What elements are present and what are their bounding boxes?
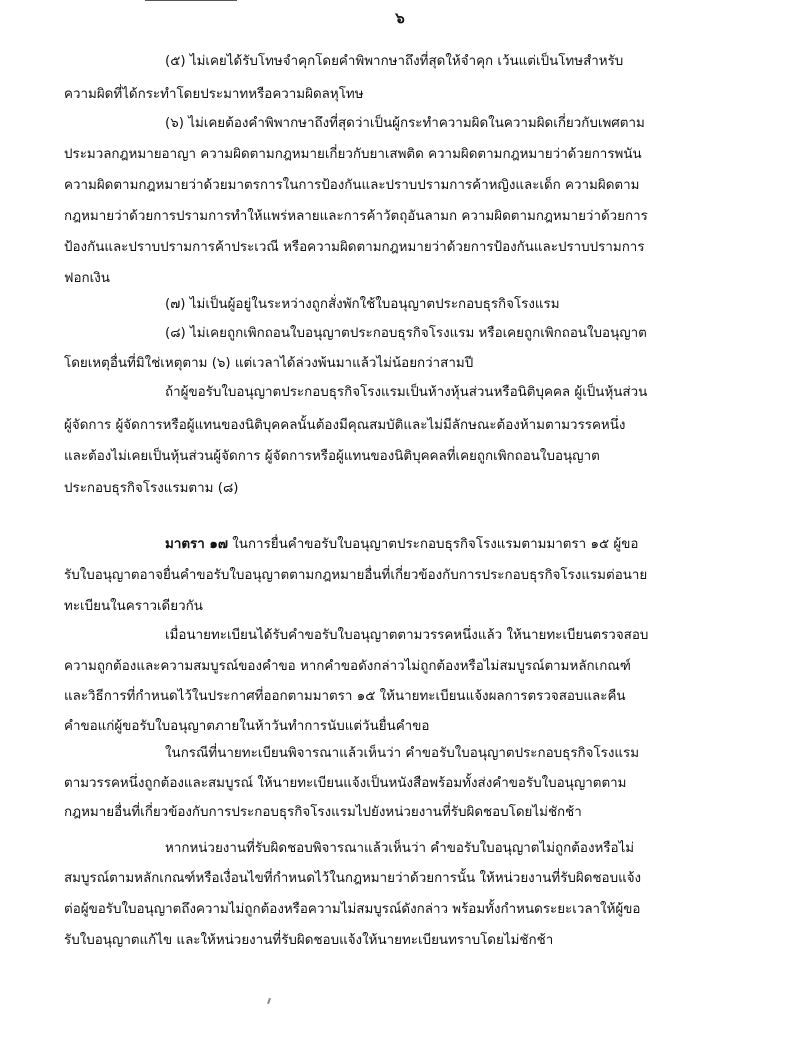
- paragraph-line: หากหน่วยงานที่รับผิดชอบพิจารณาแล้วเห็นว่า คำขอรับใบอนุญาตไม่ถูกต้องหรือไม่: [165, 841, 635, 856]
- paragraph-line: เมื่อนายทะเบียนได้รับคำขอรับใบอนุญาตตามวรรคหนึ่งแล้ว ให้นายทะเบียนตรวจสอบ: [165, 628, 649, 643]
- paragraph-line: รับใบอนุญาตอาจยื่นคำขอรับใบอนุญาตตามกฎหมายอื่นที่เกี่ยวข้องกับการประกอบธุรกิจโรงแรมต่อนาย: [64, 568, 648, 583]
- section-heading-text: ในการยื่นคำขอรับใบอนุญาตประกอบธุรกิจโรงแรมตามมาตรา ๑๕ ผู้ขอ: [232, 537, 639, 552]
- paragraph-line: ความผิดที่ได้กระทำโดยประมาทหรือความผิดลหุโทษ: [64, 87, 364, 102]
- paragraph-line: (๘) ไม่เคยถูกเพิกถอนใบอนุญาตประกอบธุรกิจโรงแรม หรือเคยถูกเพิกถอนใบอนุญาต: [165, 326, 647, 341]
- paragraph-line: กฎหมายว่าด้วยการปรามการทำให้แพร่หลายและการค้าวัตถุอันลามก ความผิดตามกฎหมายว่าด้วยการ: [64, 209, 648, 224]
- paragraph-line: ถ้าผู้ขอรับใบอนุญาตประกอบธุรกิจโรงแรมเป็นห้างหุ้นส่วนหรือนิติบุคคล ผู้เป็นหุ้นส่วน: [165, 385, 648, 400]
- paragraph-line: และต้องไม่เคยเป็นหุ้นส่วนผู้จัดการ ผู้จัดการหรือผู้แทนของนิติบุคคลที่เคยถูกเพิกถอนใบอนุญาต: [64, 449, 600, 464]
- paragraph-line: ความถูกต้องและความสมบูรณ์ของคำขอ หากคำขอดังกล่าวไม่ถูกต้องหรือไม่สมบูรณ์ตามหลักเกณฑ์: [64, 659, 631, 674]
- paragraph-line: ความผิดตามกฎหมายว่าด้วยมาตรการในการป้องกันและปราบปรามการค้าหญิงและเด็ก ความผิดตาม: [64, 178, 640, 193]
- paragraph-line: ในกรณีที่นายทะเบียนพิจารณาแล้วเห็นว่า คำขอรับใบอนุญาตประกอบธุรกิจโรงแรม: [165, 746, 640, 761]
- paragraph-line: ต่อผู้ขอรับใบอนุญาตถึงความไม่ถูกต้องหรือความไม่สมบูรณ์ดังกล่าว พร้อมทั้งกำหนดระยะเวลาให้ผู้ขอ: [64, 902, 641, 917]
- paragraph-line: และวิธีการที่กำหนดไว้ในประกาศที่ออกตามมาตรา ๑๕ ให้นายทะเบียนแจ้งผลการตรวจสอบและคืน: [64, 689, 626, 704]
- scan-speck: [267, 998, 271, 1004]
- paragraph-line: สมบูรณ์ตามหลักเกณฑ์หรือเงื่อนไขที่กำหนดไว้ในกฎหมายว่าด้วยการนั้น ให้หน่วยงานที่รับผิดชอบแจ้ง: [64, 871, 642, 886]
- page-number: ๖: [395, 9, 405, 27]
- paragraph-line: โดยเหตุอื่นที่มิใช่เหตุตาม (๖) แต่เวลาได้ล่วงพ้นมาแล้วไม่น้อยกว่าสามปี: [64, 356, 474, 371]
- section-heading-line: [165, 536, 638, 554]
- paragraph-line: ตามวรรคหนึ่งถูกต้องและสมบูรณ์ ให้นายทะเบียนแจ้งเป็นหนังสือพร้อมทั้งส่งคำขอรับใบอนุญาตตาม: [64, 776, 627, 791]
- paragraph-line: กฎหมายอื่นที่เกี่ยวข้องกับการประกอบธุรกิจโรงแรมไปยังหน่วยงานที่รับผิดชอบโดยไม่ชักช้า: [64, 805, 582, 820]
- paragraph-line: (๕) ไม่เคยได้รับโทษจำคุกโดยคำพิพากษาถึงที่สุดให้จำคุก เว้นแต่เป็นโทษสำหรับ: [165, 54, 624, 69]
- section-label: มาตรา ๑๗: [165, 537, 228, 552]
- paragraph-line: (๖) ไม่เคยต้องคำพิพากษาถึงที่สุดว่าเป็นผู้กระทำความผิดในความผิดเกี่ยวกับเพศตาม: [165, 116, 645, 131]
- paragraph-line: ป้องกันและปราบปรามการค้าประเวณี หรือความผิดตามกฎหมายว่าด้วยการป้องกันและปราบปรามการ: [64, 240, 645, 255]
- paragraph-line: รับใบอนุญาตแก้ไข และให้หน่วยงานที่รับผิดชอบแจ้งให้นายทะเบียนทราบโดยไม่ชักช้า: [64, 933, 554, 948]
- paragraph-line: คำขอแก่ผู้ขอรับใบอนุญาตภายในห้าวันทำการนับแต่วันยื่นคำขอ: [64, 719, 430, 734]
- paragraph-line: ผู้จัดการ ผู้จัดการหรือผู้แทนของนิติบุคคลนั้นต้องมีคุณสมบัติและไม่มีลักษณะต้องห้ามตามวรรคหนึ่ง: [64, 418, 626, 433]
- paragraph-line: ประมวลกฎหมายอาญา ความผิดตามกฎหมายเกี่ยวกับยาเสพติด ความผิดตามกฎหมายว่าด้วยการพนัน: [64, 147, 642, 162]
- top-rule: [145, 0, 237, 1]
- paragraph-line: ทะเบียนในคราวเดียวกัน: [64, 599, 203, 614]
- paragraph-line: ประกอบธุรกิจโรงแรมตาม (๘): [64, 481, 239, 496]
- paragraph-line: ฟอกเงิน: [64, 271, 110, 286]
- paragraph-line: (๗) ไม่เป็นผู้อยู่ในระหว่างถูกสั่งพักใช้ใบอนุญาตประกอบธุรกิจโรงแรม: [165, 297, 560, 312]
